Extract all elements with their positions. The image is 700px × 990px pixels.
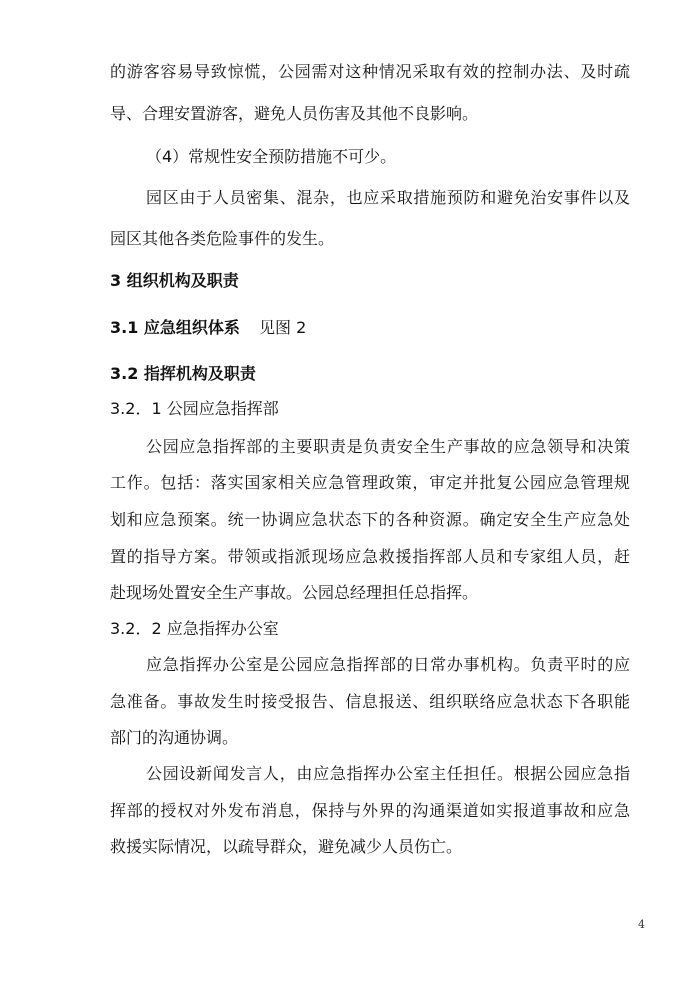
heading-3-1-title: 3.1 应急组织体系 bbox=[110, 318, 240, 337]
body-text-line: 救援实际情况，以疏导群众，避免减少人员伤亡。 bbox=[110, 837, 463, 856]
body-text-line: 部门的沟通协调。 bbox=[110, 728, 239, 747]
figure-reference: 见图 2 bbox=[259, 318, 307, 337]
subsection-heading-3-2-2: 3.2．2 应急指挥办公室 bbox=[110, 619, 279, 638]
body-text-line: 公园设新闻发言人，由应急指挥办公室主任担任。根据公园应急指 bbox=[146, 764, 630, 783]
section-heading-3-2: 3.2 指挥机构及职责 bbox=[110, 364, 256, 383]
body-text-line: 置的指导方案。带领或指派现场应急救援指挥部人员和专家组人员，赶 bbox=[110, 547, 630, 566]
section-heading-3-1 bbox=[110, 318, 630, 338]
body-text-line: 园区其他各类危险事件的发生。 bbox=[110, 229, 335, 248]
body-text-line: 导、合理安置游客，避免人员伤害及其他不良影响。 bbox=[110, 104, 479, 123]
body-text-line: 赴现场处置安全生产事故。公园总经理担任总指挥。 bbox=[110, 583, 479, 602]
page-number: 4 bbox=[638, 918, 645, 931]
body-text-line: 挥部的授权对外发布消息，保持与外界的沟通渠道如实报道事故和应急 bbox=[110, 801, 630, 820]
body-text-line: 公园应急指挥部的主要职责是负责安全生产事故的应急领导和决策 bbox=[146, 437, 630, 456]
body-text-line: 应急指挥办公室是公园应急指挥部的日常办事机构。负责平时的应 bbox=[146, 655, 630, 674]
body-text-line: 划和应急预案。统一协调应急状态下的各种资源。确定安全生产应急处 bbox=[110, 510, 630, 529]
list-item-4: （4）常规性安全预防措施不可少。 bbox=[146, 147, 397, 166]
body-text-line: 急准备。事故发生时接受报告、信息报送、组织联络应急状态下各职能 bbox=[110, 692, 630, 711]
subsection-heading-3-2-1: 3.2．1 公园应急指挥部 bbox=[110, 399, 279, 418]
body-text-line: 工作。包括：落实国家相关应急管理政策，审定并批复公园应急管理规 bbox=[110, 473, 630, 492]
body-text-line: 园区由于人员密集、混杂，也应采取措施预防和避免治安事件以及 bbox=[146, 188, 630, 207]
section-heading-3: 3 组织机构及职责 bbox=[110, 271, 239, 290]
body-text-line: 的游客容易导致惊慌，公园需对这种情况采取有效的控制办法、及时疏 bbox=[110, 62, 630, 81]
